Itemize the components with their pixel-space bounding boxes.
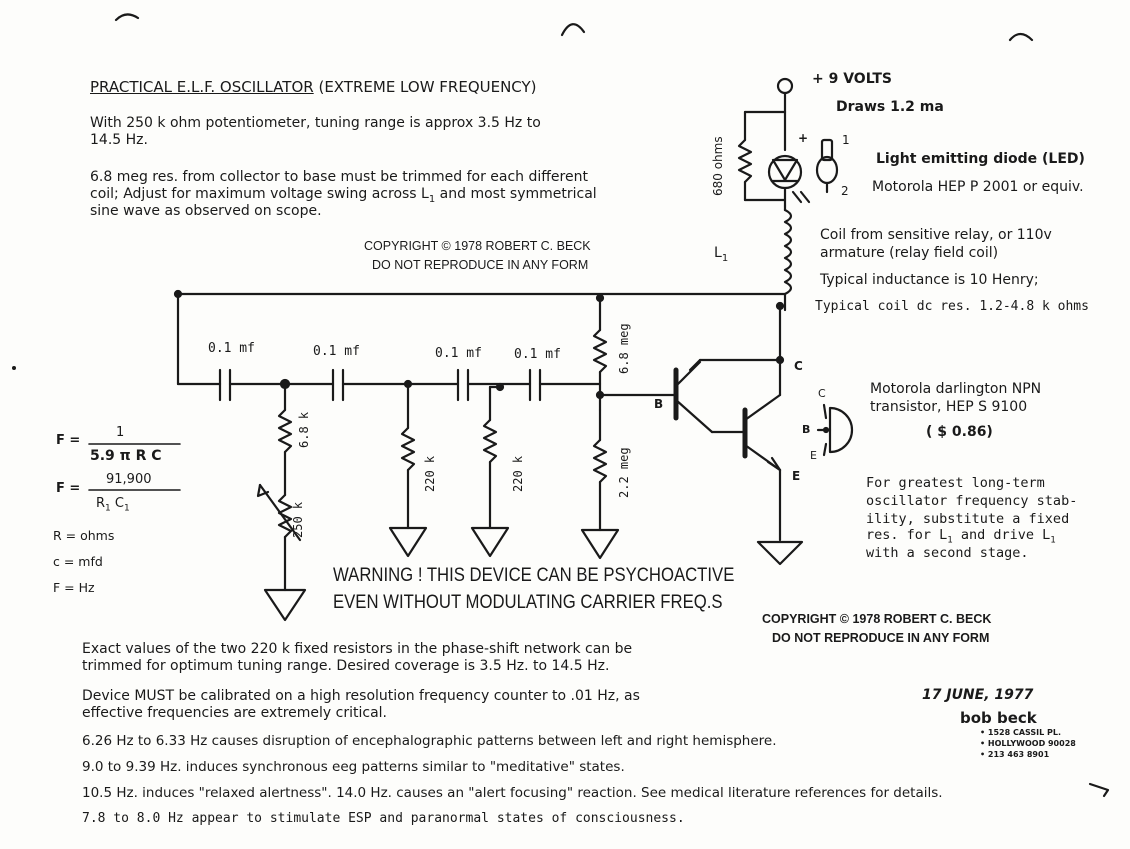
coil-desc-2: armature (relay field coil) (820, 245, 999, 261)
stability-line-5: with a second stage. (866, 545, 1029, 561)
formula-2-denominator (96, 497, 130, 514)
led-part: Motorola HEP P 2001 or equiv. (872, 179, 1084, 195)
warning-line-1: WARNING ! THIS DEVICE CAN BE PSYCHOACTIVE (333, 565, 735, 586)
stability-line-4 (866, 529, 1056, 546)
note-1-line-b: trimmed for optimum tuning range. Desired coverage is 3.5 Hz. to 14.5 Hz. (82, 658, 610, 674)
signature-name: bob beck (960, 709, 1037, 727)
coil-label (714, 246, 728, 264)
coil-label-sub: 1 (721, 252, 729, 264)
formula-2-den-sub1: 1 (105, 503, 111, 514)
pin-b-label: B (654, 397, 664, 411)
stability-4-sub: 1 (947, 535, 953, 546)
res-220k-1-label: 220 k (423, 455, 437, 492)
res-6-8meg-label: 6.8 meg (617, 323, 631, 374)
address-line-3: • 213 463 8901 (980, 750, 1050, 759)
intro-line-1b: 14.5 Hz. (90, 132, 148, 148)
note-2-line-b: effective frequencies are extremely critical. (82, 705, 387, 721)
legend-r: R = ohms (53, 528, 115, 543)
intro-line-2b-end: and most symmetrical (435, 186, 597, 202)
address-line-1: • 1528 CASSIL PL. (980, 728, 1062, 737)
stability-line-3: ility, substitute a fixed (866, 511, 1070, 527)
diagram-title (90, 80, 537, 95)
res-2-2meg-label: 2.2 meg (617, 447, 631, 498)
note-1-line-a: Exact values of the two 220 k fixed resistors in the phase-shift network can be (82, 641, 633, 657)
intro-line-2b-text: coil; Adjust for maximum voltage swing across L (90, 186, 429, 202)
note-3: 6.26 Hz to 6.33 Hz causes disruption of encephalographic patterns between left and right hemisphere. (82, 733, 777, 749)
formula-2-den-r: R (96, 496, 106, 511)
formula-2-numerator: 91,900 (106, 472, 152, 487)
pinout-c-label: C (818, 387, 826, 400)
transistor-desc-2: transistor, HEP S 9100 (870, 399, 1028, 415)
warning-line-2: EVEN WITHOUT MODULATING CARRIER FREQ.S (333, 592, 723, 613)
pinout-b-label: B (802, 423, 811, 436)
copyright-1-line-b: DO NOT REPRODUCE IN ANY FORM (372, 258, 589, 272)
formula-2-den-sub2: 1 (124, 503, 130, 514)
pin-c-label: C (794, 359, 803, 373)
supply-label: + 9 VOLTS (812, 71, 892, 87)
res-680-label: 680 ohms (711, 136, 725, 196)
formula-1-numerator: 1 (116, 425, 125, 440)
stability-4-sub2: 1 (1050, 535, 1056, 546)
intro-line-2a: 6.8 meg res. from collector to base must be trimmed for each different (90, 169, 588, 185)
cap-2-label: 0.1 mf (313, 344, 360, 359)
intro-sub: 1 (428, 193, 436, 205)
cap-1-label: 0.1 mf (208, 341, 255, 356)
cap-4-label: 0.1 mf (514, 347, 561, 362)
note-5: 10.5 Hz. induces "relaxed alertness". 14.0 Hz. causes an "alert focusing" reaction. See medical literature references for details. (82, 785, 943, 801)
title-paren: (EXTREME LOW FREQUENCY) (318, 78, 537, 96)
note-4: 9.0 to 9.39 Hz. induces synchronous eeg patterns similar to "meditative" states. (82, 759, 625, 775)
formula-2-den-c: C (110, 496, 124, 511)
coil-label-text: L (714, 245, 722, 261)
coil-desc-3: Typical inductance is 10 Henry; (820, 272, 1039, 288)
led-plus-label: + (798, 131, 809, 145)
copyright-2-line-a: COPYRIGHT © 1978 ROBERT C. BECK (762, 612, 992, 626)
res-250k-label: 250 k (291, 501, 305, 538)
draws-label: Draws 1.2 ma (836, 99, 944, 115)
res-6-8k-label: 6.8 k (297, 411, 311, 448)
transistor-price: ( $ 0.86) (926, 424, 993, 440)
stability-4-end: and drive L (952, 527, 1051, 543)
formula-1-lhs: F = (56, 433, 81, 448)
legend-c: c = mfd (53, 554, 103, 569)
led-title: Light emitting diode (LED) (876, 151, 1085, 167)
pinout-e-label: E (810, 449, 817, 462)
cap-3-label: 0.1 mf (435, 346, 482, 361)
formula-2-lhs: F = (56, 481, 81, 496)
stability-line-1: For greatest long-term (866, 475, 1045, 491)
coil-desc-1: Coil from sensitive relay, or 110v (820, 227, 1052, 243)
led-pin1-label: 1 (842, 133, 850, 147)
formula-1-denominator: 5.9 π R C (90, 448, 162, 464)
address-line-2: • HOLLYWOOD 90028 (980, 739, 1076, 748)
intro-line-1a: With 250 k ohm potentiometer, tuning range is approx 3.5 Hz to (90, 115, 541, 131)
pin-e-label: E (792, 469, 801, 483)
copyright-1-line-a: COPYRIGHT © 1978 ROBERT C. BECK (364, 239, 591, 253)
note-2-line-a: Device MUST be calibrated on a high resolution frequency counter to .01 Hz, as (82, 688, 640, 704)
date-label: 17 JUNE, 1977 (922, 687, 1034, 703)
intro-line-2c: sine wave as observed on scope. (90, 203, 322, 219)
copyright-2-line-b: DO NOT REPRODUCE IN ANY FORM (772, 631, 990, 645)
stability-4-text: res. for L (866, 527, 948, 543)
stability-line-2: oscillator frequency stab- (866, 493, 1078, 509)
legend-f: F = Hz (53, 580, 95, 595)
transistor-desc-1: Motorola darlington NPN (870, 381, 1042, 397)
coil-desc-4: Typical coil dc res. 1.2-4.8 k ohms (815, 299, 1089, 314)
res-220k-2-label: 220 k (511, 455, 525, 492)
note-6: 7.8 to 8.0 Hz appear to stimulate ESP and paranormal states of consciousness. (82, 811, 685, 826)
title-main: PRACTICAL E.L.F. OSCILLATOR (90, 78, 314, 96)
led-pin2-label: 2 (841, 184, 849, 198)
